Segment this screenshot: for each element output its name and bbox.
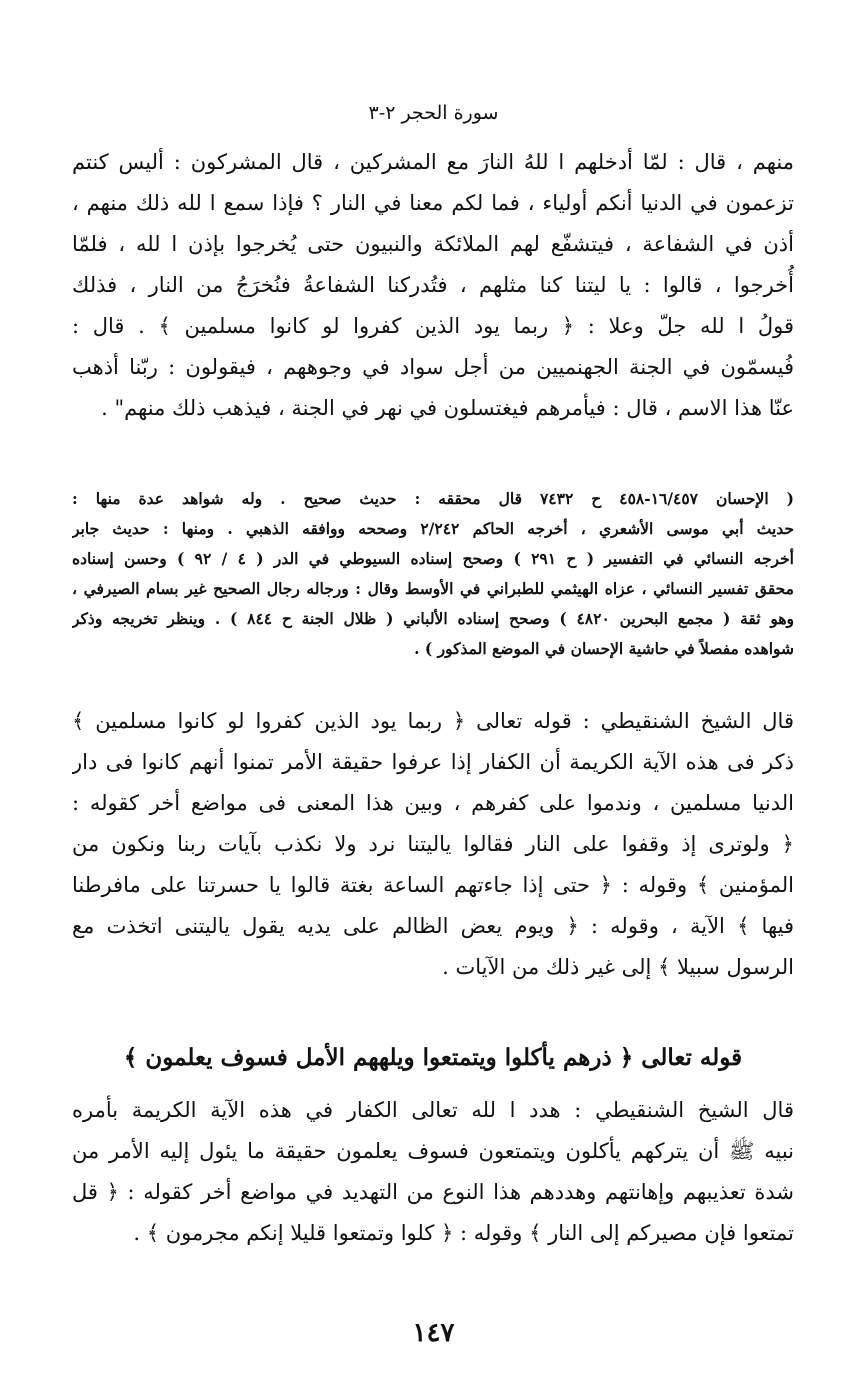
note-line: حديث أبي موسى الأشعري ، أخرجه الحاكم ٢/٢٤٢ وصححه ووافقه الذهبي . ومنها : حديث جابر	[72, 519, 794, 538]
text-line: المؤمنين ﴾ وقوله : ﴿ حتى إذا جاءتهم الساعة بغتة قالوا يا حسرتنا على مافرطنا	[72, 873, 794, 897]
shanqiti-commentary-2	[72, 1090, 794, 1254]
text-line: الرسول سبيلا ﴾ إلى غير ذلك من الآيات .	[442, 955, 794, 979]
page-number: ١٤٧	[412, 1318, 455, 1348]
text-line: ﴿ ولوترى إذ وقفوا على النار فقالوا ياليتنا نرد ولا نكذب بآيات ربنا ونكون من	[72, 832, 794, 856]
text-line: منهم ، قال : لمّا أدخلهم ا للهُ النارَ مع المشركين ، قال المشركون : أليس كنتم	[72, 150, 794, 174]
text-line: عنّا هذا الاسم ، قال : فيأمرهم فيغتسلون في نهر في الجنة ، فيذهب ذلك منهم" .	[101, 396, 794, 420]
text-line: قال الشيخ الشنقيطي : هدد ا لله تعالى الكفار في هذه الآية الكريمة بأمره	[72, 1098, 794, 1122]
note-line: محقق تفسير النسائي ، عزاه الهيثمي للطبراني في الأوسط وقال : ورجاله رجال الصحيح غير بسام الصيرفي ،	[72, 579, 794, 598]
text-line: أُخرجوا ، قالوا : يا ليتنا كنا مثلهم ، فتُدركنا الشفاعةُ فنُخرَجُ من النار ، فذلك	[72, 273, 794, 297]
text-line: فيها ﴾ الآية ، وقوله : ﴿ ويوم يعض الظالم على يديه يقول ياليتنى اتخذت مع	[72, 914, 794, 938]
text-line: أذن في الشفاعة ، فيتشفّع لهم الملائكة والنبيون حتى يُخرجوا بإذن ا لله ، فلمّا	[72, 232, 794, 256]
text-line: تزعمون في الدنيا أنكم أولياء ، فما لكم معنا في النار ؟ فإذا سمع ا لله ذلك منهم ،	[72, 191, 794, 215]
running-head: سورة الحجر ٢-٣	[368, 102, 499, 124]
text-line: فُيسمّون في الجنة الجهنميين من أجل سواد في وجوههم ، فيقولون : ربّنا أذهب	[72, 355, 794, 379]
text-line: الدنيا مسلمين ، وندموا على كفرهم ، وبين هذا المعنى فى مواضع أخر كقوله :	[72, 791, 794, 815]
takhrij-note	[72, 484, 794, 664]
shanqiti-commentary-1	[72, 701, 794, 988]
text-line: ذكر فى هذه الآية الكريمة أن الكفار إذا عرفوا حقيقة الأمر تمنوا أنهم كانوا فى دار	[72, 750, 794, 774]
note-line: شواهده مفصلاً في حاشية الإحسان في الموضع المذكور ) .	[414, 639, 794, 658]
text-line: تمتعوا فإن مصيركم إلى النار ﴾ وقوله : ﴿ كلوا وتمتعوا قليلا إنكم مجرمون ﴾ .	[133, 1221, 794, 1245]
text-line: شدة تعذيبهم وإهانتهم وهددهم هذا النوع من التهديد في مواضع أخر كقوله : ﴿ قل	[72, 1180, 794, 1204]
text-line: قال الشيخ الشنقيطي : قوله تعالى ﴿ ربما يود الذين كفروا لو كانوا مسلمين ﴾	[72, 709, 794, 733]
text-line: نبيه ﷺ أن يتركهم يأكلون ويتمتعون فسوف يعلمون حقيقة ما يئول إليه الأمر من	[72, 1139, 794, 1163]
note-line: وهو ثقة ( مجمع البحرين ٤٨٢٠ ) وصحح إسناده الألباني ( ظلال الجنة ح ٨٤٤ ) . وينظر تخريجه وذكر	[72, 609, 794, 628]
note-line: ( الإحسان ١٦/٤٥٧-٤٥٨ ح ٧٤٣٢ قال محققه : حديث صحيح . وله شواهد عدة منها :	[72, 489, 794, 508]
verse-heading: قوله تعالى ﴿ ذرهم يأكلوا ويتمتعوا ويلههم الأمل فسوف يعلمون ﴾	[123, 1044, 743, 1071]
text-line: قولُ ا لله جلّ وعلا : ﴿ ربما يود الذين كفروا لو كانوا مسلمين ﴾ . قال :	[72, 314, 794, 338]
note-line: أخرجه النسائي في التفسير ( ح ٢٩١ ) وصحح إسناده السيوطي في الدر ( ٤ / ٩٢ ) وحسن إسناده	[72, 549, 794, 568]
narration-paragraph	[72, 142, 794, 429]
